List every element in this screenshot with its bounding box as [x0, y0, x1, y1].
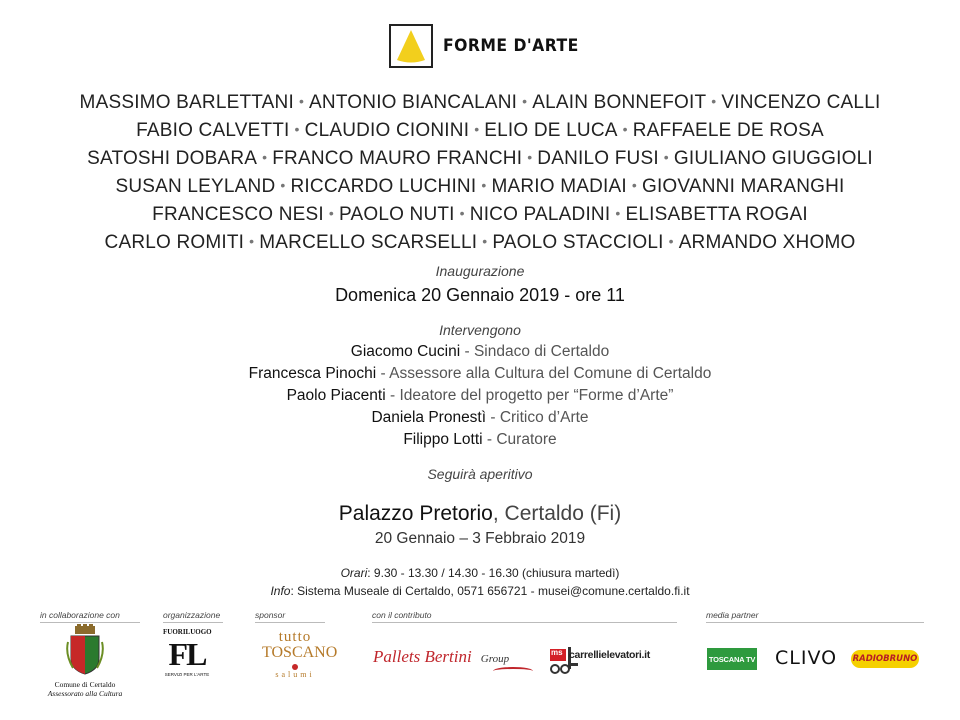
artist-name: GIULIANO GIUGGIOLI — [673, 148, 873, 169]
artist-name: ELIO DE LUCA — [484, 120, 618, 141]
carrelli-ms-text: ms — [551, 648, 563, 657]
speaker-role: - Critico d’Arte — [486, 409, 589, 426]
logo-triangle-icon — [389, 24, 433, 68]
clivo-logo: CLIVO — [775, 647, 838, 669]
artist-name: DANILO FUSI — [537, 148, 659, 169]
info-line — [0, 584, 960, 598]
artists-list — [0, 88, 960, 256]
artist-name: PAOLO NUTI — [339, 204, 455, 225]
tutto-toscano-logo — [262, 629, 338, 679]
artists-line — [0, 144, 960, 172]
comune-line2: Assessorato alla Cultura — [47, 689, 123, 698]
info-label: Info — [270, 584, 291, 598]
carrelli-elevatori-logo — [548, 645, 660, 675]
speaker-name: Paolo Piacenti — [286, 387, 386, 404]
artists-line — [0, 88, 960, 116]
speaker-name: Daniela Pronestì — [371, 409, 487, 426]
exhibition-period: 20 Gennaio – 3 Febbraio 2019 — [374, 530, 586, 547]
artists-line — [0, 172, 960, 200]
artist-name: SUSAN LEYLAND — [115, 176, 276, 197]
speaker-line — [0, 341, 960, 363]
collab-label: in collaborazione con — [40, 610, 140, 623]
speaker-role: - Sindaco di Certaldo — [460, 343, 610, 360]
pallets-bertini-logo — [373, 647, 533, 667]
fuoriluogo-top: FUORILUOGO — [163, 628, 212, 636]
speakers-label: Intervengono — [439, 322, 521, 338]
bullet-separator: • — [631, 177, 637, 193]
bullet-separator: • — [622, 121, 628, 137]
forme-darte-logo — [389, 22, 591, 70]
artist-name: MARIO MADIAI — [491, 176, 627, 197]
bullet-separator: • — [328, 205, 334, 221]
bullet-separator: • — [668, 233, 674, 249]
salumi-text: salumi — [275, 670, 315, 679]
pallets-group-text: Group — [480, 653, 510, 665]
comune-certaldo-logo — [40, 624, 130, 698]
bullet-separator: • — [262, 149, 268, 165]
logo-text: FORME D'ARTE — [443, 36, 579, 56]
org-label: organizzazione — [163, 610, 223, 623]
radiobruno-logo — [851, 650, 919, 668]
artist-name: RAFFAELE DE ROSA — [632, 120, 824, 141]
bullet-separator: • — [522, 93, 528, 109]
artist-name: CLAUDIO CIONINI — [304, 120, 470, 141]
artist-name: GIOVANNI MARANGHI — [641, 176, 845, 197]
hours-label: Orari — [340, 566, 368, 580]
speaker-name: Francesca Pinochi — [248, 365, 377, 382]
speaker-line — [0, 363, 960, 385]
artist-name: CARLO ROMITI — [104, 232, 245, 253]
artist-name: SATOSHI DOBARA — [87, 148, 258, 169]
speaker-line — [0, 429, 960, 451]
hours-line — [0, 566, 960, 580]
artist-name: FRANCO MAURO FRANCHI — [272, 148, 523, 169]
artists-line — [0, 200, 960, 228]
opening-date: Domenica 20 Gennaio 2019 - ore 11 — [335, 285, 625, 305]
artist-name: RICCARDO LUCHINI — [290, 176, 477, 197]
fuoriluogo-logo — [163, 628, 211, 686]
speaker-name: Giacomo Cucini — [350, 343, 461, 360]
swoosh-icon — [493, 667, 533, 675]
speaker-line — [0, 385, 960, 407]
bullet-separator: • — [474, 121, 480, 137]
tutto-text: tutto — [278, 629, 312, 645]
venue-name: Palazzo Pretorio — [338, 502, 493, 525]
carrelli-text: carrellielevatori.it — [569, 649, 650, 661]
info-text: : Sistema Museale di Certaldo, 0571 656721 - musei@comune.certaldo.fi.it — [290, 584, 690, 598]
speaker-role: - Curatore — [482, 431, 557, 448]
speakers-list — [0, 341, 960, 451]
artist-name: NICO PALADINI — [469, 204, 611, 225]
artists-line — [0, 116, 960, 144]
bullet-separator: • — [459, 205, 465, 221]
bullet-separator: • — [615, 205, 621, 221]
toscanatv-logo — [707, 648, 757, 670]
bullet-separator: • — [711, 93, 717, 109]
fuoriluogo-sub: SERVIZI PER L'ARTE — [164, 672, 210, 677]
radiobruno-text: RADIOBRUNO — [852, 654, 918, 664]
bullet-separator: • — [294, 121, 300, 137]
pallets-text: Pallets Bertini — [373, 647, 472, 666]
fuoriluogo-big: FL — [168, 636, 206, 672]
bullet-separator: • — [527, 149, 533, 165]
sponsor-label: sponsor — [255, 610, 325, 623]
coat-of-arms-icon — [65, 624, 105, 676]
bullet-separator: • — [663, 149, 669, 165]
aperitivo-note: Seguirà aperitivo — [427, 466, 533, 482]
bullet-separator: • — [481, 177, 487, 193]
speaker-role: - Assessore alla Cultura del Comune di Certaldo — [376, 365, 712, 382]
comune-line1: Comune di Certaldo — [54, 680, 116, 689]
speaker-name: Filippo Lotti — [403, 431, 483, 448]
artist-name: PAOLO STACCIOLI — [492, 232, 664, 253]
venue-line — [0, 502, 960, 526]
hours-text: : 9.30 - 13.30 / 14.30 - 16.30 (chiusura martedì) — [367, 566, 620, 580]
toscano-text: TOSCANO — [262, 644, 338, 661]
artist-name: ARMANDO XHOMO — [678, 232, 856, 253]
venue-city: , Certaldo (Fi) — [492, 502, 622, 525]
artist-name: VINCENZO CALLI — [721, 92, 881, 113]
media-label: media partner — [706, 610, 924, 623]
opening-label: Inaugurazione — [435, 263, 525, 279]
bullet-separator: • — [298, 93, 305, 109]
artists-line — [0, 228, 960, 256]
artist-name: ANTONIO BIANCALANI — [309, 92, 518, 113]
artist-name: FABIO CALVETTI — [136, 120, 290, 141]
bullet-separator: • — [249, 233, 255, 249]
bullet-separator: • — [482, 233, 488, 249]
toscanatv-text: TOSCANA TV — [708, 654, 756, 664]
artist-name: MASSIMO BARLETTANI — [79, 92, 294, 113]
speaker-role: - Ideatore del progetto per “Forme d’Arte” — [385, 387, 674, 404]
artist-name: MARCELLO SCARSELLI — [259, 232, 478, 253]
artist-name: ALAIN BONNEFOIT — [532, 92, 707, 113]
speaker-line — [0, 407, 960, 429]
contrib-label: con il contributo — [372, 610, 677, 623]
artist-name: ELISABETTA ROGAI — [625, 204, 808, 225]
bullet-separator: • — [280, 177, 286, 193]
artist-name: FRANCESCO NESI — [152, 204, 324, 225]
